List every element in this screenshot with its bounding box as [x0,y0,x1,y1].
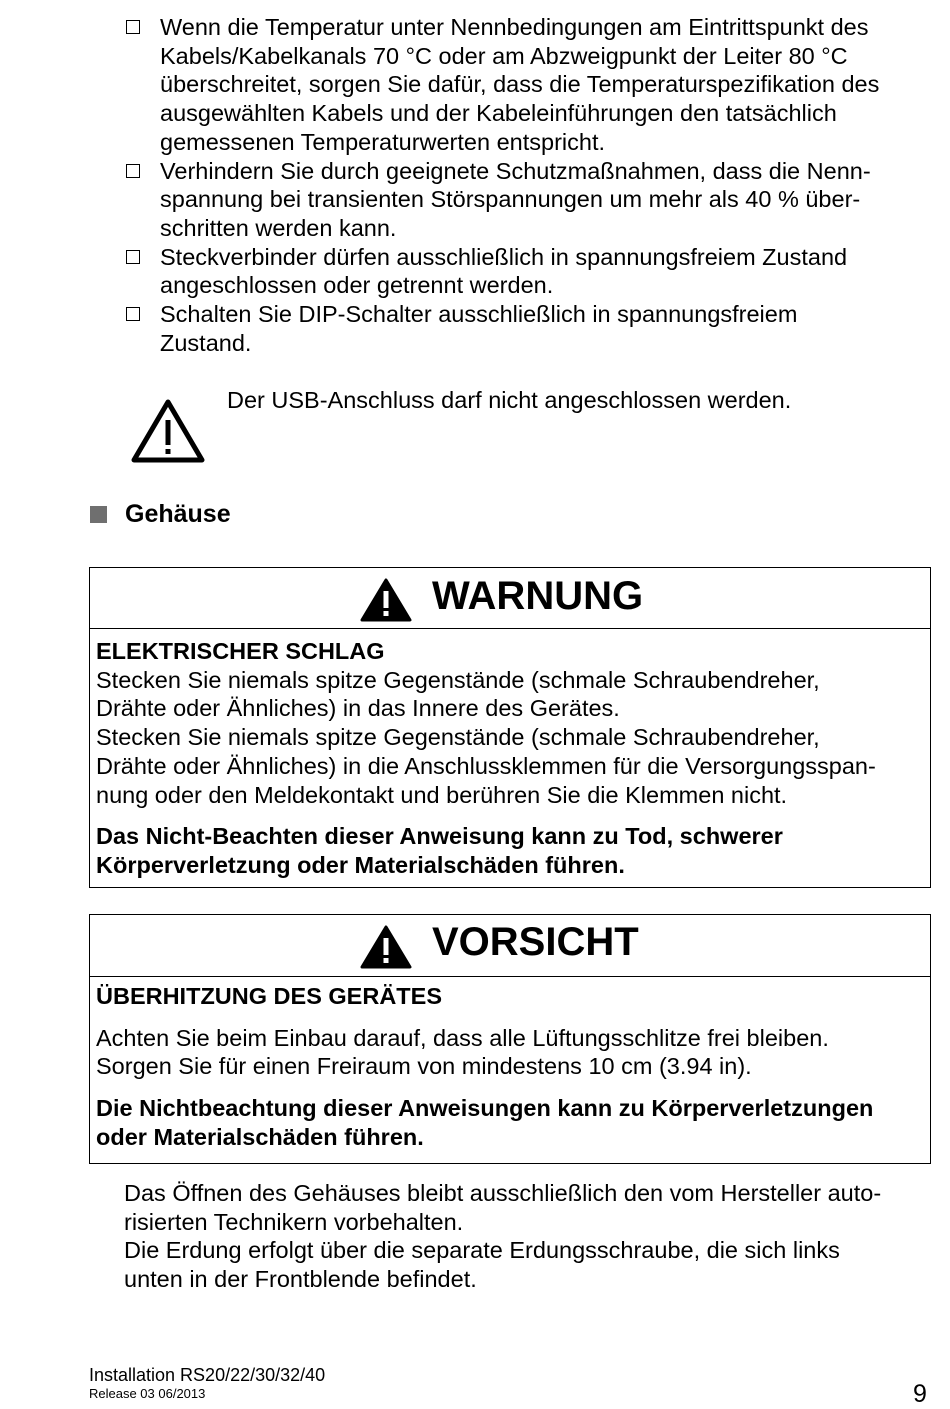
warning-text-line: Drähte oder Ähnliches) in das Innere des Gerätes. [96,695,620,722]
checkbox-bullet-icon [126,20,140,34]
checkbox-bullet-icon [126,250,140,264]
bullet-line: spannung bei transienten Störspannungen um mehr als 40 % über- [160,186,861,213]
bullet-overvoltage [126,157,926,243]
caution-body [90,977,930,1152]
warning-header [90,568,930,629]
bullet-line: Kabels/Kabelkanals 70 °C oder am Abzweigpunkt der Leiter 80 °C [160,42,848,69]
warning-triangle-icon [360,578,412,622]
warning-text-line: Stecken Sie niemals spitze Gegenstände (schmale Schraubendreher, [96,724,820,751]
safety-bullet-list [126,13,926,357]
closing-paragraph [124,1179,932,1294]
hazard-title: ÜBERHITZUNG DES GERÄTES [96,983,442,1009]
hazard-title: ELEKTRISCHER SCHLAG [96,638,385,664]
caution-text-line: Sorgen Sie für einen Freiraum von mindestens 10 cm (3.94 in). [96,1053,752,1080]
warning-body [90,629,930,880]
consequence-line: Die Nichtbeachtung dieser Anweisungen kann zu Körperverletzungen [96,1095,874,1122]
bullet-line: ausgewählten Kabels und der Kabeleinführungen den tatsächlich [160,100,837,127]
caution-box [89,914,931,1164]
bullet-connectors [126,243,926,300]
signal-word: WARNUNG [432,574,644,618]
caution-header [90,915,930,977]
bullet-temperature [126,13,926,157]
page-number: 9 [913,1380,927,1408]
closing-line: unten in der Frontblende befindet. [124,1266,477,1293]
consequence-line: Körperverletzung oder Materialschäden führen. [96,851,625,878]
bullet-line: Zustand. [160,329,252,356]
closing-line: Das Öffnen des Gehäuses bleibt ausschließlich den vom Hersteller auto- [124,1180,882,1206]
signal-word: VORSICHT [432,920,639,964]
warning-triangle-icon [131,398,205,464]
footer-title: Installation RS20/22/30/32/40 [89,1365,326,1385]
closing-line: risierten Technikern vorbehalten. [124,1208,464,1235]
bullet-line: Wenn die Temperatur unter Nennbedingungen am Eintrittspunkt des [160,14,869,40]
consequence-line: Das Nicht-Beachten dieser Anweisung kann zu Tod, schwerer [96,823,783,850]
bullet-line: gemessenen Temperaturwerten entspricht. [160,128,605,155]
caution-triangle-icon [360,925,412,969]
checkbox-bullet-icon [126,164,140,178]
bullet-line: Verhindern Sie durch geeignete Schutzmaßnahmen, dass die Nenn- [160,157,871,184]
footer-release: Release 03 06/2013 [89,1386,206,1401]
warning-text-line: Stecken Sie niemals spitze Gegenstände (schmale Schraubendreher, [96,666,820,693]
usb-note: Der USB-Anschluss darf nicht angeschlossen werden. [227,387,792,413]
warning-box [89,567,931,888]
bullet-line: Steckverbinder dürfen ausschließlich in spannungsfreiem Zustand [160,243,848,270]
checkbox-bullet-icon [126,307,140,321]
section-title: Gehäuse [125,500,231,528]
bullet-line: Schalten Sie DIP-Schalter ausschließlich in spannungsfreiem [160,301,798,328]
bullet-line: schritten werden kann. [160,214,397,241]
square-bullet-icon [90,506,107,523]
bullet-dip-switch [126,300,926,357]
bullet-line: angeschlossen oder getrennt werden. [160,272,554,299]
warning-text-line: nung oder den Meldekontakt und berühren Sie die Klemmen nicht. [96,781,788,808]
warning-text-line: Drähte oder Ähnliches) in die Anschlussklemmen für die Versorgungsspan- [96,752,876,779]
bullet-line: überschreitet, sorgen Sie dafür, dass die Temperaturspezifikation des [160,71,880,98]
consequence-line: oder Materialschäden führen. [96,1123,424,1150]
closing-line: Die Erdung erfolgt über die separate Erdungsschraube, die sich links [124,1237,840,1264]
caution-text-line: Achten Sie beim Einbau darauf, dass alle Lüftungsschlitze frei bleiben. [96,1024,829,1051]
